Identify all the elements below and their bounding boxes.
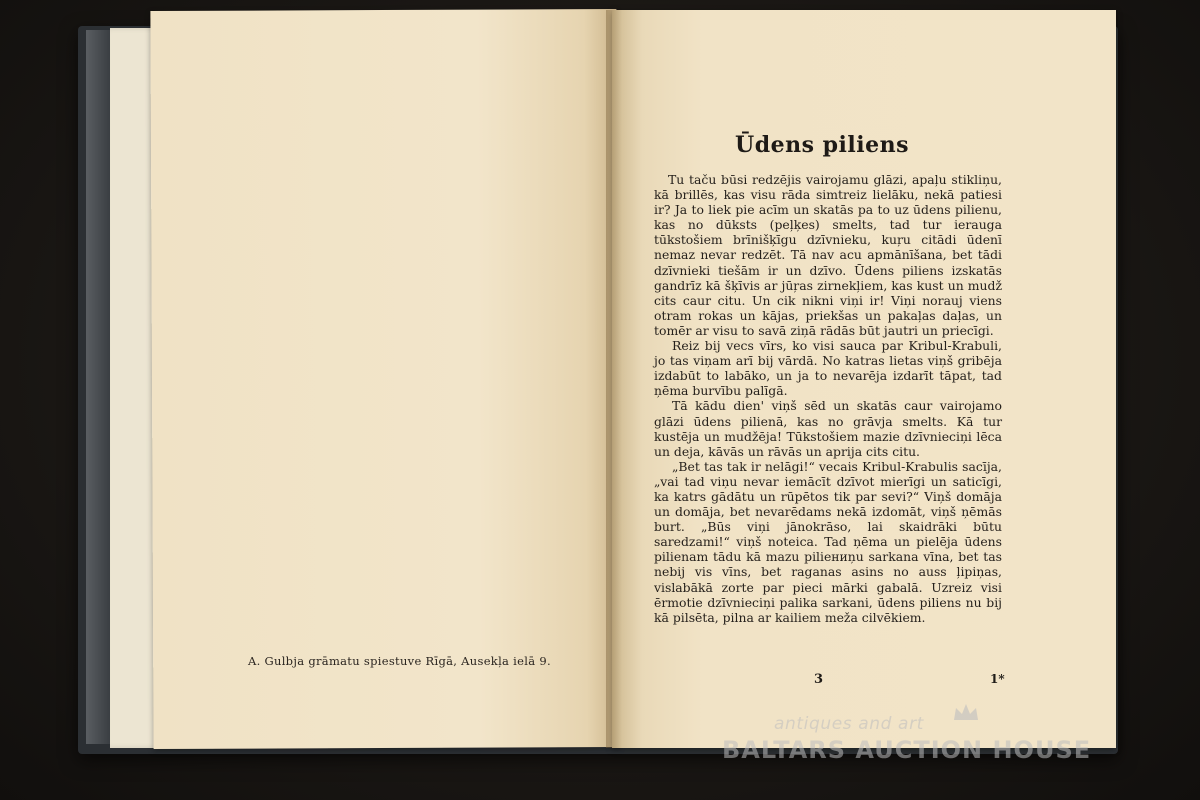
left-page — [150, 9, 619, 749]
watermark-brand: BALTARS AUCTION HOUSE — [722, 736, 1092, 764]
paragraph: Reiz bij vecs vīrs, ko visi sauca par Kribul-Krabuli, jo tas viņam arī bij vārdā. No katras lietas viņš gribēja izdabūt to labāko, un ja to nevarēja izdarīt tāpat, tad ņēma burvību palīgā. — [654, 338, 1002, 399]
story-text — [654, 172, 1002, 625]
paragraph: Tu taču būsi redzējis vairojamu glāzi, apaļu stikliņu, kā brillēs, kas visu rāda simtreiz lielāku, nekā patiesi ir? Ja to liek pie acīm un skatās pa to uz ūdens pilienu, kas no dūksts (peļķes) smelts, tad tur ierauga tūkstošiem brīnišķīgu dzīvnieku, kuŗu citādi ūdenī nemaz nevar redzēt. Tā nav acu apmānīšana, bet tādi dzīvnieki tiešām ir un dzīvo. Ūdens piliens izskatās gandrīz kā šķīvis ar jūŗas zirnekļiem, kas kust un mudž cits caur citu. Un cik nikni viņi ir! Viņi norauj viens otram rokas un kājas, priekšas un pakaļas daļas, un tomēr ar visu to savā ziņā rādās būt jautri un priecīgi. — [654, 172, 1002, 338]
signature-mark: 1* — [990, 672, 1005, 686]
crown-icon — [952, 702, 980, 724]
printer-imprint: A. Gulbja grāmatu spiestuve Rīgā, Ausekļa ielā 9. — [248, 654, 551, 668]
watermark-tagline: antiques and art — [774, 714, 924, 734]
book-gutter — [606, 10, 622, 748]
paragraph: Tā kādu dien' viņš sēd un skatās caur vairojamo glāzi ūdens pilienā, kas no grāvja smelts. Kā tur kustēja un mudžēja! Tūkstošiem mazie dzīvnieciņi lēca un deja, kāvās un rāvās un aprija cits citu. — [654, 398, 1002, 459]
chapter-title: Ūdens piliens — [735, 132, 909, 158]
auction-watermark — [722, 712, 1122, 772]
page-number: 3 — [814, 672, 824, 687]
paragraph: „Bet tas tak ir nelāgi!“ vecais Kribul-Krabulis sacīja, „vai tad viņu nevar iemācīt dzīvot mierīgi un saticīgi, ka katrs gādātu un rūpētos tik par sevi?“ Viņš domāja un domāja, bet nevarēdams nekā izdomāt, viņš ņēmās burt. „Būs viņi jānokrāso, lai skaidrāki būtu saredzami!“ viņš noteica. Tad ņēma un pielēja ūdens pilienam tādu kā mazu piliениņu sarkana vīna, bet tas nebij vis vīns, bet raganas asins no auss ļipiņas, vislabākā zorte par pieci mārki gabalā. Uzreiz visi ērmotie dzīvnieciņi palika sarkani, ūdens piliens nu bij kā pilsēta, pilna ar kailiem meža cilvēkiem. — [654, 458, 1002, 625]
